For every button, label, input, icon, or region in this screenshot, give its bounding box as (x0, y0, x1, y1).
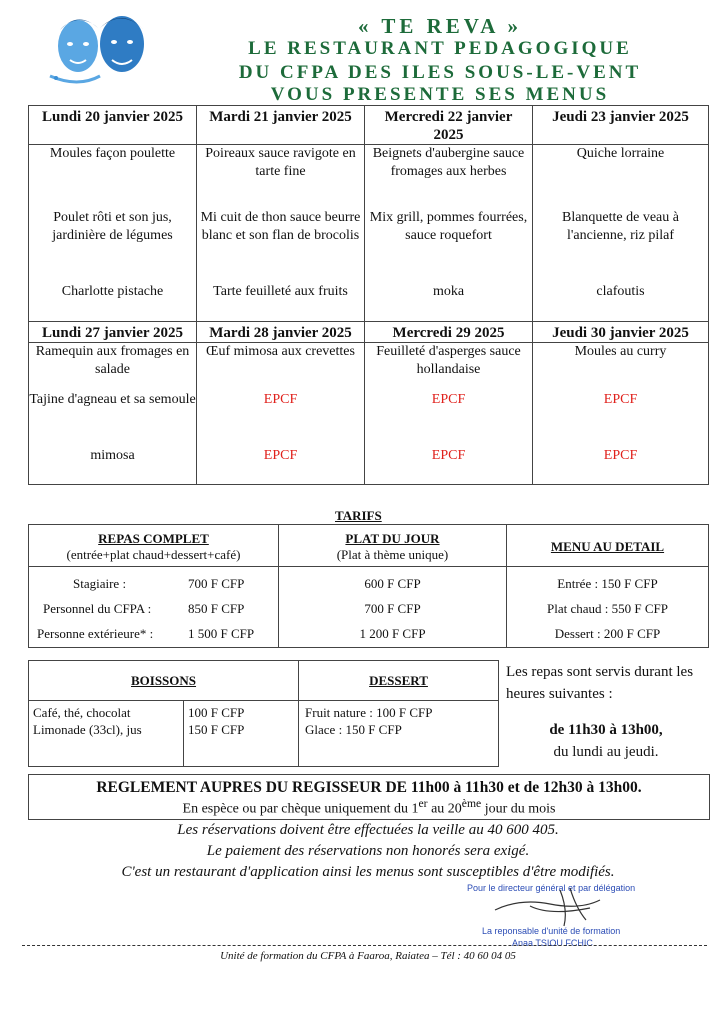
title-menus: VOUS PRESENTE SES MENUS (270, 84, 610, 105)
stamp-text: Pour le directeur général et par délégation (467, 883, 636, 893)
boisson-price: 150 F CFP (188, 722, 245, 737)
stamp-text: Anaa TSIOU FCHIC (512, 938, 593, 948)
reglement-detail (29, 797, 709, 818)
plat: Mix grill, pommes fourrées, sauce roquefort (369, 210, 528, 243)
tarif-detail: Plat chaud : 550 F CFP (547, 601, 668, 616)
reglement-box (28, 774, 710, 820)
plat: Tajine d'agneau et sa semoule (29, 392, 196, 407)
day-header: Lundi 20 janvier 2025 (29, 106, 197, 145)
plat: Blanquette de veau à l'ancienne, riz pilaf (561, 210, 679, 243)
dessert-item: Glace : 150 F CFP (305, 722, 402, 737)
repas-complet-sub: (entrée+plat chaud+dessert+café) (66, 547, 241, 562)
boisson-price: 100 F CFP (188, 705, 245, 720)
reglement-text: au 20 (427, 801, 462, 817)
entree: Moules au curry (574, 344, 667, 359)
entree: Poireaux sauce ravigote en tarte fine (205, 146, 356, 179)
boissons-title: BOISSONS (130, 672, 197, 688)
cfpa-logo-faces (40, 6, 160, 96)
day-header: Lundi 27 janvier 2025 (29, 322, 197, 343)
entree: Quiche lorraine (576, 146, 665, 161)
footer-divider (22, 945, 707, 946)
plat: EPCF (431, 392, 466, 407)
reglement-sup: ème (461, 797, 482, 810)
plat: EPCF (263, 392, 298, 407)
dessert: Charlotte pistache (61, 284, 164, 299)
day-header: Mercredi 29 2025 (365, 322, 533, 343)
dessert-item: Fruit nature : 100 F CFP (305, 705, 433, 720)
note-line: C'est un restaurant d'application ainsi les menus sont susceptibles d'être modifiés. (121, 864, 615, 880)
horaires-days: du lundi au jeudi. (553, 744, 659, 760)
boisson-item: Limonade (33cl), jus (33, 722, 142, 737)
dessert: EPCF (603, 448, 638, 463)
tarif-who: Stagiaire : (73, 576, 127, 591)
signature-scribble (490, 880, 610, 930)
entree: Œuf mimosa aux crevettes (206, 344, 355, 359)
day-header: Mardi 28 janvier 2025 (197, 322, 365, 343)
tarif-who: Personnel du CFPA : (43, 601, 152, 616)
dessert: clafoutis (596, 284, 645, 299)
dessert: mimosa (90, 448, 135, 463)
menu-detail-title: MENU AU DETAIL (550, 539, 665, 554)
tarif-plat: 700 F CFP (364, 601, 421, 616)
entree: Moules façon poulette (49, 146, 176, 161)
day-header: Mardi 21 janvier 2025 (197, 106, 365, 145)
dessert-title: DESSERT (369, 672, 428, 688)
tarif-complet: 850 F CFP (188, 601, 245, 616)
entree: Beignets d'aubergine sauce fromages aux herbes (372, 146, 525, 179)
plat-du-jour-title: PLAT DU JOUR (345, 531, 440, 546)
note-line: Les réservations doivent être effectuées la veille au 40 600 405. (177, 822, 559, 838)
dessert: EPCF (263, 448, 298, 463)
repas-complet-title: REPAS COMPLET (98, 531, 209, 546)
title-restaurant: LE RESTAURANT PEDAGOGIQUE (248, 38, 632, 59)
reglement-text: En espèce ou par chèque uniquement du 1 (182, 801, 419, 817)
horaires-block (506, 661, 706, 763)
footer-address: Unité de formation du CFPA à Faaroa, Raiatea – Tél : 40 60 04 05 (220, 950, 516, 962)
note-line: Le paiement des réservations non honorés sera exigé. (206, 843, 530, 859)
dessert: EPCF (431, 448, 466, 463)
tarif-plat: 1 200 F CFP (359, 626, 426, 641)
reglement-sup: er (418, 797, 428, 810)
entree: Feuilleté d'asperges sauce hollandaise (376, 344, 521, 377)
title-cfpa: DU CFPA DES ILES SOUS-LE-VENT (238, 62, 642, 83)
title-te-reva: « TE REVA » (357, 14, 523, 38)
plat-du-jour-sub: (Plat à thème unique) (336, 547, 449, 562)
dessert: moka (432, 284, 465, 299)
notes-block (28, 820, 708, 883)
horaires-intro: Les repas sont servis durant les heures suivantes : (506, 664, 694, 702)
plat: EPCF (603, 392, 638, 407)
day-header: Jeudi 23 janvier 2025 (533, 106, 709, 145)
menu-table (28, 105, 709, 485)
tarif-detail: Entrée : 150 F CFP (557, 576, 658, 591)
tarifs-label: TARIFS (335, 508, 382, 523)
day-header: Jeudi 30 janvier 2025 (533, 322, 709, 343)
plat: Poulet rôti et son jus, jardinière de légumes (52, 210, 173, 243)
dessert: Tarte feuilleté aux fruits (213, 284, 348, 299)
plat: Mi cuit de thon sauce beurre blanc et son flan de brocolis (200, 210, 361, 243)
tarif-who: Personne extérieure* : (37, 626, 154, 641)
boisson-item: Café, thé, chocolat (33, 705, 131, 720)
horaires-hours: de 11h30 à 13h00, (549, 722, 663, 738)
day-header: Mercredi 22 janvier 2025 (365, 106, 533, 145)
tarif-complet: 1 500 F CFP (188, 626, 255, 641)
tarif-plat: 600 F CFP (364, 576, 421, 591)
stamp-text: La reponsable d'unité de formation (482, 926, 621, 936)
tarif-complet: 700 F CFP (188, 576, 245, 591)
entree: Ramequin aux fromages en salade (35, 344, 190, 377)
reglement-text: jour du mois (481, 801, 556, 817)
tarifs-table (28, 524, 709, 648)
tarif-detail: Dessert : 200 F CFP (554, 626, 661, 641)
boissons-dessert-table (28, 660, 499, 767)
reglement-title: REGLEMENT AUPRES DU REGISSEUR DE 11h00 à 11h30 et de 12h30 à 13h00. (96, 779, 642, 796)
